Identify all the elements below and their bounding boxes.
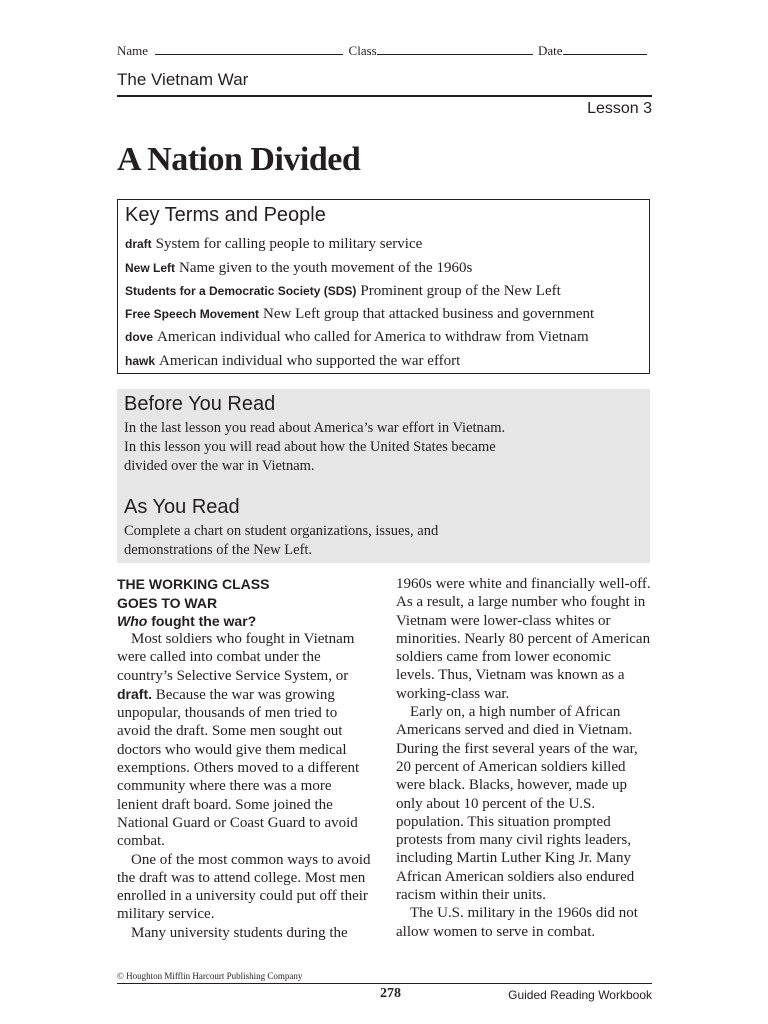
student-info-line — [117, 43, 650, 59]
paragraph-text: Most soldiers who fought in Vietnam were called into combat under the country’s Selective Service System, or — [117, 631, 355, 684]
key-term-definition: American individual who supported the war effort — [159, 353, 461, 369]
before-you-read-heading: Before You Read — [124, 393, 276, 415]
paragraph: The U.S. military in the 1960s did not allow women to serve in combat. — [396, 905, 638, 940]
key-term: Free Speech Movement — [125, 307, 260, 321]
paragraph: Many university students during the — [131, 924, 348, 941]
left-column — [117, 575, 373, 942]
name-label: Name — [117, 43, 149, 58]
key-term-row — [125, 306, 594, 323]
as-you-read-heading: As You Read — [124, 496, 240, 518]
paragraph — [117, 630, 373, 851]
page-title: A Nation Divided — [117, 141, 361, 178]
paragraph: Early on, a high number of African Americans served and died in Vietnam. During the first several years of the war, 20 percent of American soldiers killed were black. Blacks, however, made up only about 10 percent of the U.S. population. This situation prompted protests from many civil rights leaders, including Martin Luther King Jr. Many African American soldiers also endured racism within their units. — [396, 704, 638, 904]
key-terms-box — [117, 199, 650, 374]
guiding-question — [117, 612, 373, 630]
key-term-row — [125, 353, 460, 370]
reading-guide-panel — [117, 389, 650, 563]
text-line: demonstrations of the New Left. — [124, 542, 313, 558]
text-line: In this lesson you will read about how the United States became — [124, 439, 496, 455]
page-number: 278 — [380, 986, 401, 1001]
question-text: fought the war? — [147, 613, 257, 629]
key-term: New Left — [125, 261, 176, 275]
key-term: dove — [125, 330, 154, 344]
text-line: Complete a chart on student organizations, issues, and — [124, 523, 439, 539]
date-label: Date — [537, 43, 563, 58]
section-heading-line: GOES TO WAR — [117, 594, 218, 611]
key-term-row — [125, 329, 589, 346]
key-term: draft — [125, 237, 152, 251]
key-terms-heading: Key Terms and People — [125, 204, 326, 226]
unit-title: The Vietnam War — [117, 70, 249, 89]
key-term-definition: Name given to the youth movement of the 1960s — [179, 260, 473, 276]
key-term: Students for a Democratic Society (SDS) — [125, 284, 357, 298]
name-blank[interactable] — [155, 43, 343, 55]
key-term-inline: draft. — [117, 685, 152, 702]
key-term: hawk — [125, 354, 156, 368]
key-term-row — [125, 260, 472, 277]
key-term-row — [125, 283, 561, 300]
paragraph: One of the most common ways to avoid the draft was to attend college. Most men enrolled in a university could put off their military service. — [117, 851, 371, 923]
section-heading — [117, 575, 373, 612]
key-term-definition: System for calling people to military service — [155, 236, 423, 252]
lesson-label: Lesson 3 — [587, 100, 652, 117]
section-heading-line: THE WORKING CLASS — [117, 576, 270, 592]
class-label: Class — [348, 43, 377, 58]
key-term-definition: Prominent group of the New Left — [360, 283, 561, 299]
paragraph-continued: 1960s were white and financially well-off. As a result, a large number who fought in Vietnam were lower-class whites or minorities. Nearly 80 percent of American soldiers came from lower economic levels. Thus, Vietnam was known as a working-class war. — [396, 576, 651, 702]
footer-divider — [117, 983, 652, 984]
text-line: divided over the war in Vietnam. — [124, 458, 315, 474]
copyright-notice: © Houghton Mifflin Harcourt Publishing Company — [117, 971, 303, 981]
before-you-read-text — [124, 419, 624, 476]
as-you-read-text — [124, 522, 624, 560]
date-blank[interactable] — [563, 43, 647, 55]
key-term-row — [125, 236, 422, 253]
class-blank[interactable] — [377, 43, 533, 55]
right-column — [396, 575, 652, 941]
text-line: In the last lesson you read about America’s war effort in Vietnam. — [124, 420, 506, 436]
workbook-title: Guided Reading Workbook — [508, 988, 652, 1002]
paragraph-text: Because the war was growing unpopular, thousands of men tried to avoid the draft. Some men sought out doctors who would give them medical exemptions. Others moved to a different community where there was a more lenient draft board. Some joined the National Guard or Coast Guard to avoid combat. — [117, 686, 360, 850]
question-italic-word: Who — [117, 613, 148, 629]
key-term-definition: New Left group that attacked business and government — [263, 306, 595, 322]
header-divider — [117, 95, 652, 97]
key-term-definition: American individual who called for America to withdraw from Vietnam — [157, 329, 589, 345]
